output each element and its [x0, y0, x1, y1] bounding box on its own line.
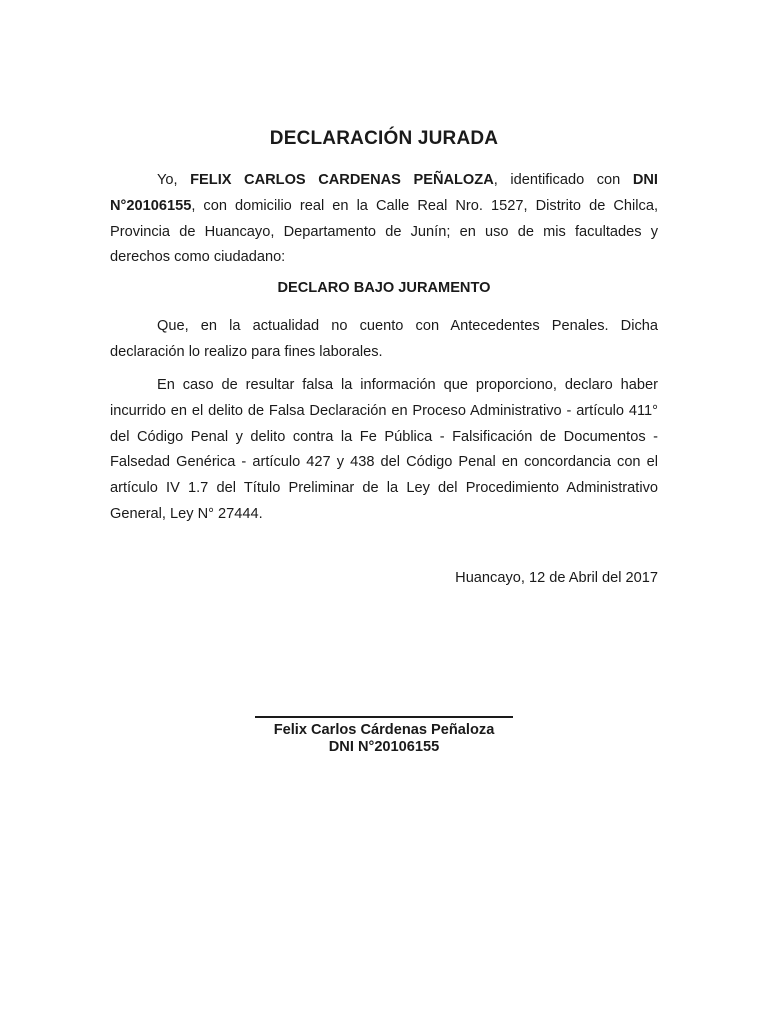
declarant-paragraph [110, 168, 658, 271]
signature-block [110, 702, 658, 756]
document-page [110, 0, 658, 1024]
paragraph-text: Yo, [157, 172, 191, 188]
signature-line [255, 716, 513, 718]
signer-name: Felix Carlos Cárdenas Peñaloza [273, 722, 495, 738]
document-title: DECLARACIÓN JURADA [269, 128, 499, 149]
paragraph-text: , con domicilio real en la Calle Real Nro. 1527, Distrito de Chilca, Provincia de Huancayo, Departamento de Junín; en uso de mis facultades y derechos como ciudadano: [110, 197, 658, 266]
declaration-subtitle: DECLARO BAJO JURAMENTO [277, 280, 491, 296]
declarant-name: FELIX CARLOS CARDENAS PEÑALOZA [190, 172, 494, 188]
paragraph-text: , identificado con [493, 172, 633, 188]
place-date: Huancayo, 12 de Abril del 2017 [455, 570, 658, 586]
declarant-dni: DNI N°20106155 [110, 172, 658, 214]
statement-paragraph: Que, en la actualidad no cuento con Antecedentes Penales. Dicha declaración lo realizo para fines laborales. [110, 318, 658, 360]
liability-paragraph: En caso de resultar falsa la información que proporciono, declaro haber incurrido en el delito de Falsa Declaración en Proceso Administrativo - artículo 411° del Código Penal y delito contra la Fe Pública - Falsificación de Documentos - Falsedad Genérica - artículo 427 y 438 del Código Penal en concordancia con el artículo IV 1.7 del Título Preliminar de la Ley del Procedimiento Administrativo General, Ley N° 27444. [110, 377, 658, 522]
signer-dni: DNI N°20106155 [328, 739, 440, 755]
